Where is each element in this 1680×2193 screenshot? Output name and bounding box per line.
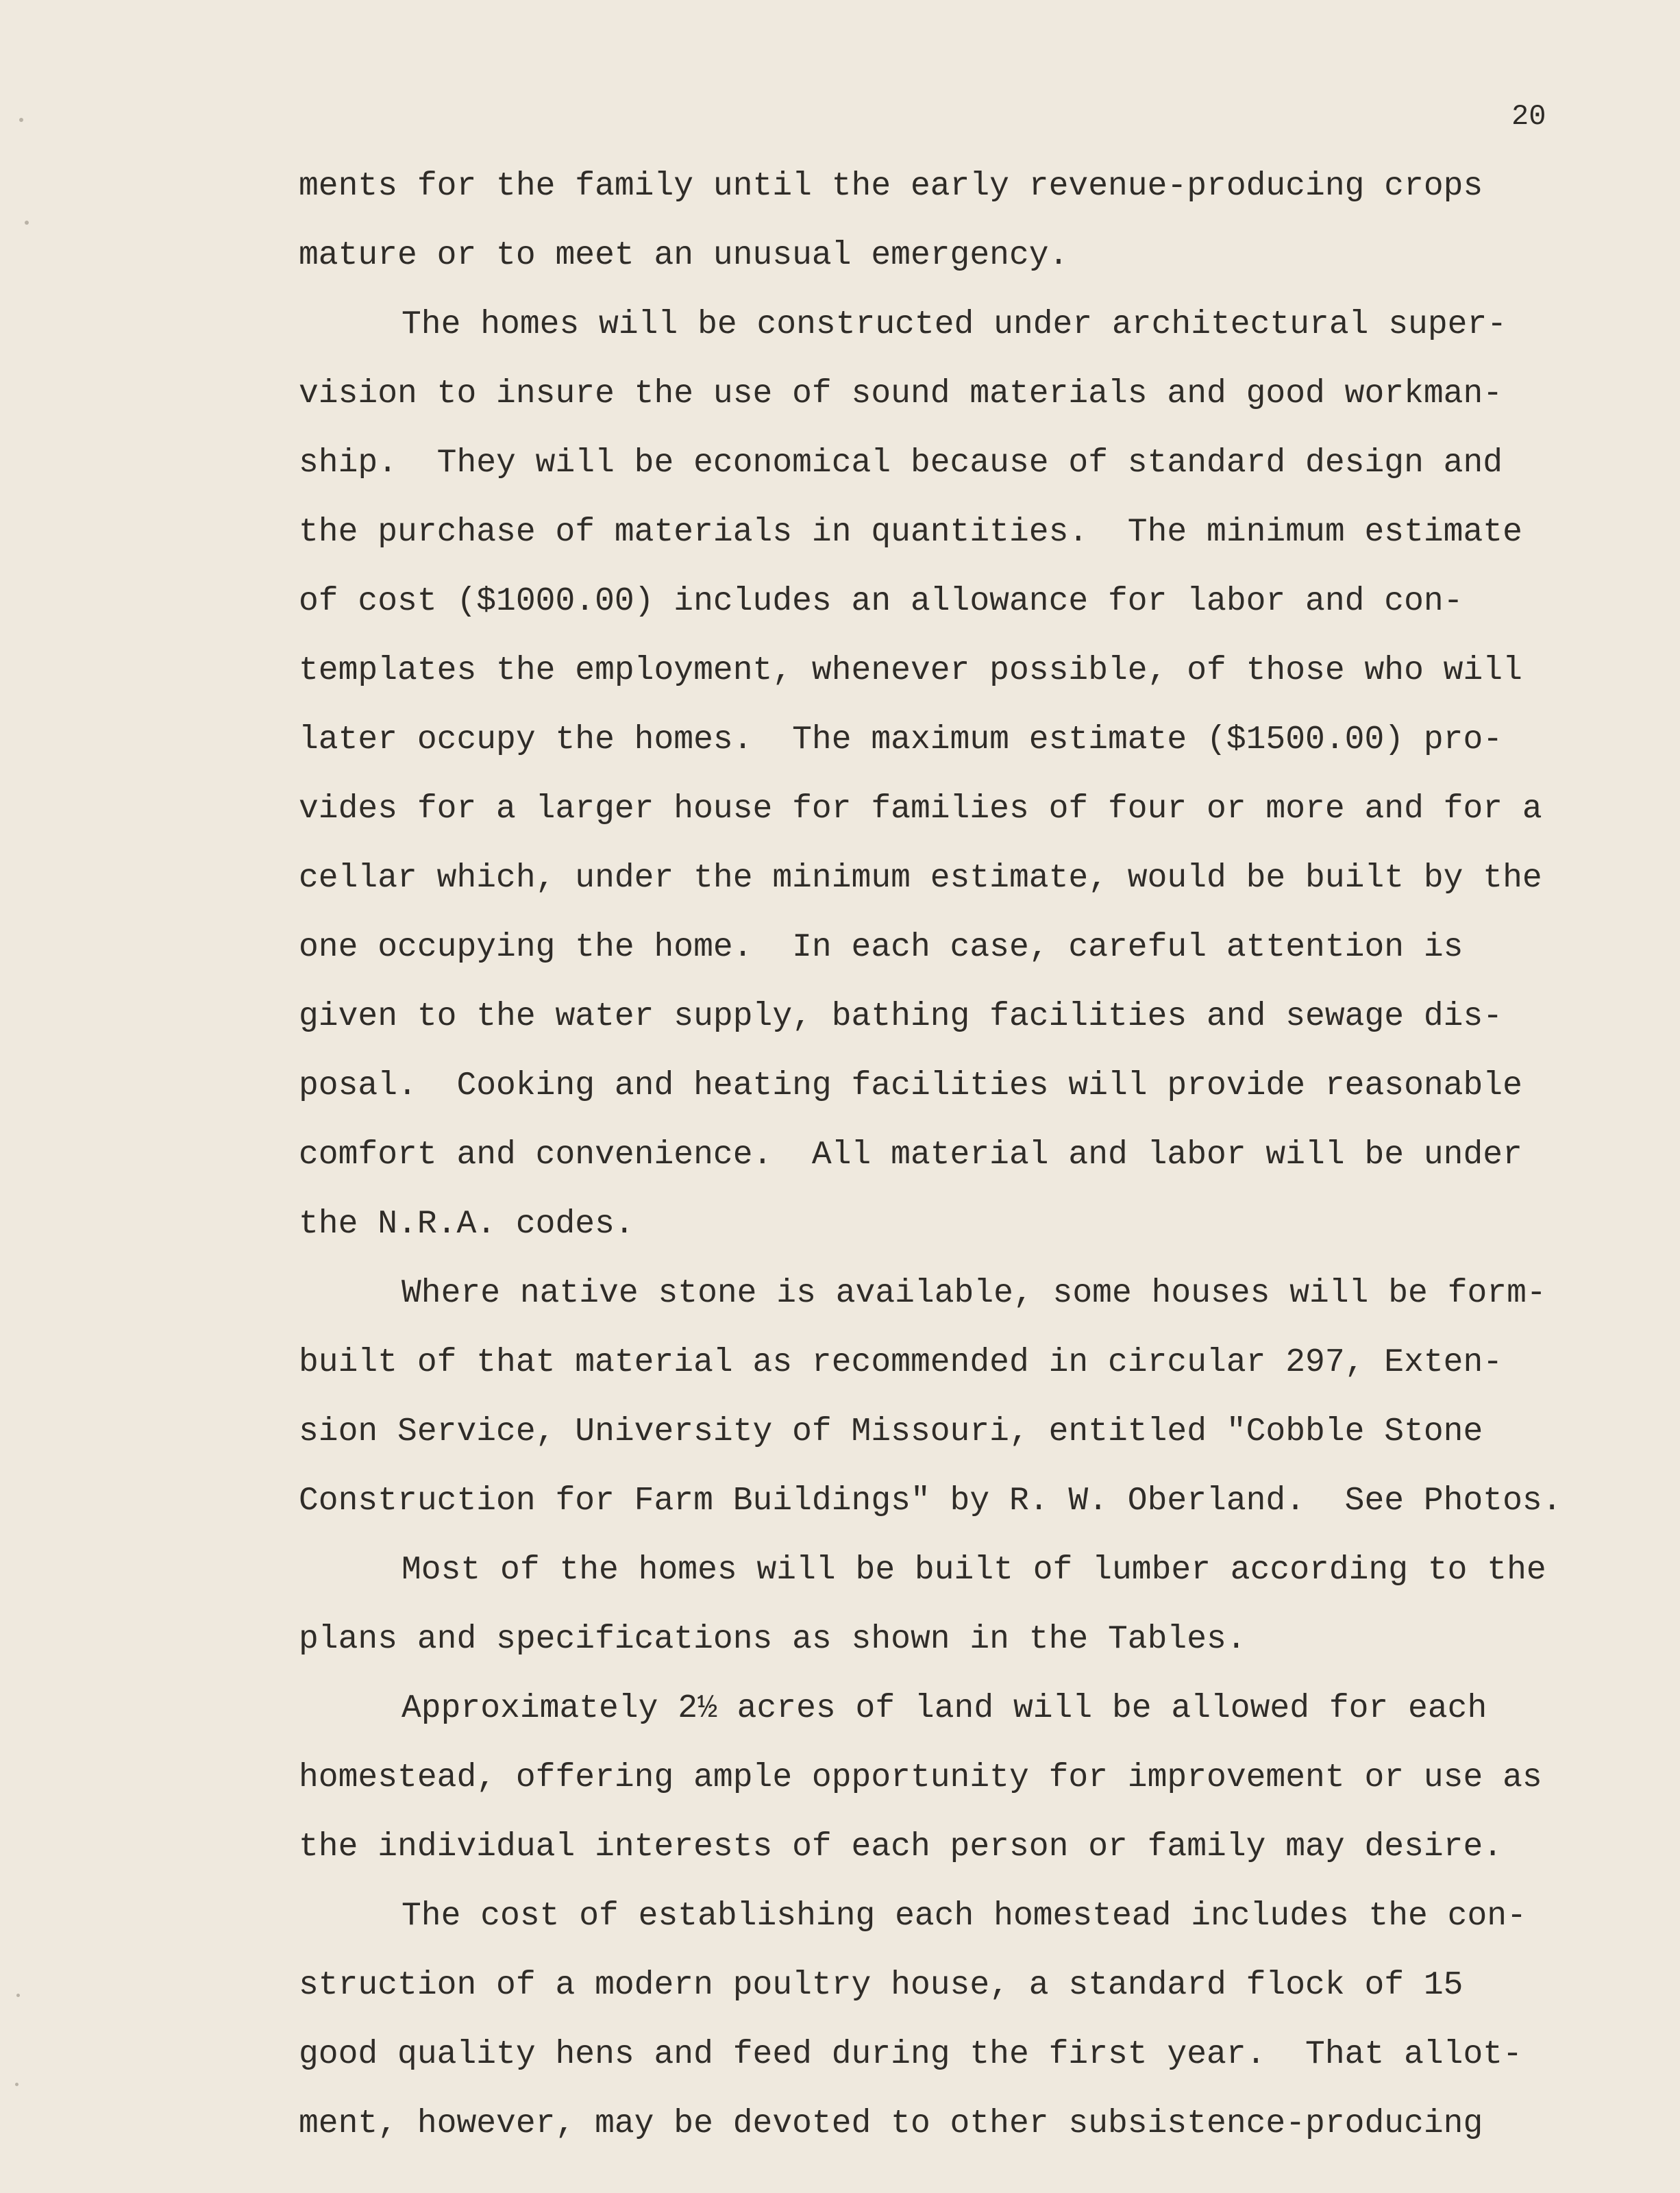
text-line: of cost ($1000.00) includes an allowance for labor and con-: [299, 583, 1463, 620]
text-line: Approximately 2½ acres of land will be allowed for each: [402, 1690, 1487, 1727]
text-line: ship. They will be economical because of standard design and: [299, 445, 1503, 482]
text-line: struction of a modern poultry house, a standard flock of 15: [299, 1967, 1463, 2004]
text-line: the N.R.A. codes.: [299, 1206, 634, 1243]
text-line: posal. Cooking and heating facilities will provide reasonable: [299, 1067, 1522, 1104]
text-line: one occupying the home. In each case, careful attention is: [299, 929, 1463, 966]
text-line: cellar which, under the minimum estimate, would be built by the: [299, 860, 1542, 897]
text-line: ment, however, may be devoted to other subsistence-producing: [299, 2105, 1483, 2142]
text-line: ments for the family until the early revenue-producing crops: [299, 168, 1483, 205]
paper-speck: [16, 1994, 20, 1997]
text-line: sion Service, University of Missouri, entitled "Cobble Stone: [299, 1413, 1483, 1450]
text-line: plans and specifications as shown in the Tables.: [299, 1621, 1246, 1658]
text-line: mature or to meet an unusual emergency.: [299, 237, 1069, 274]
text-line: later occupy the homes. The maximum estimate ($1500.00) pro-: [299, 721, 1503, 758]
text-line: good quality hens and feed during the first year. That allot-: [299, 2036, 1522, 2073]
text-line: the purchase of materials in quantities. The minimum estimate: [299, 514, 1522, 551]
text-line: Construction for Farm Buildings" by R. W. Oberland. See Photos.: [299, 1483, 1562, 1520]
text-line: comfort and convenience. All material and labor will be under: [299, 1137, 1522, 1174]
text-line: homestead, offering ample opportunity for improvement or use as: [299, 1759, 1542, 1796]
text-line: the individual interests of each person or family may desire.: [299, 1829, 1503, 1866]
text-line: Most of the homes will be built of lumber according to the: [402, 1552, 1546, 1589]
text-line: templates the employment, whenever possible, of those who will: [299, 652, 1522, 689]
text-line: vision to insure the use of sound materials and good workman-: [299, 375, 1503, 412]
paper-speck: [25, 221, 29, 225]
text-line: given to the water supply, bathing facilities and sewage dis-: [299, 998, 1503, 1035]
text-line: The homes will be constructed under architectural super-: [402, 306, 1507, 343]
text-line: The cost of establishing each homestead includes the con-: [402, 1898, 1527, 1935]
text-line: built of that material as recommended in circular 297, Exten-: [299, 1344, 1503, 1381]
text-line: vides for a larger house for families of four or more and for a: [299, 791, 1542, 828]
paper-speck: [15, 2083, 18, 2086]
page-number: 20: [1511, 100, 1546, 133]
text-line: Where native stone is available, some houses will be form-: [402, 1275, 1546, 1312]
paper-speck: [19, 118, 23, 122]
